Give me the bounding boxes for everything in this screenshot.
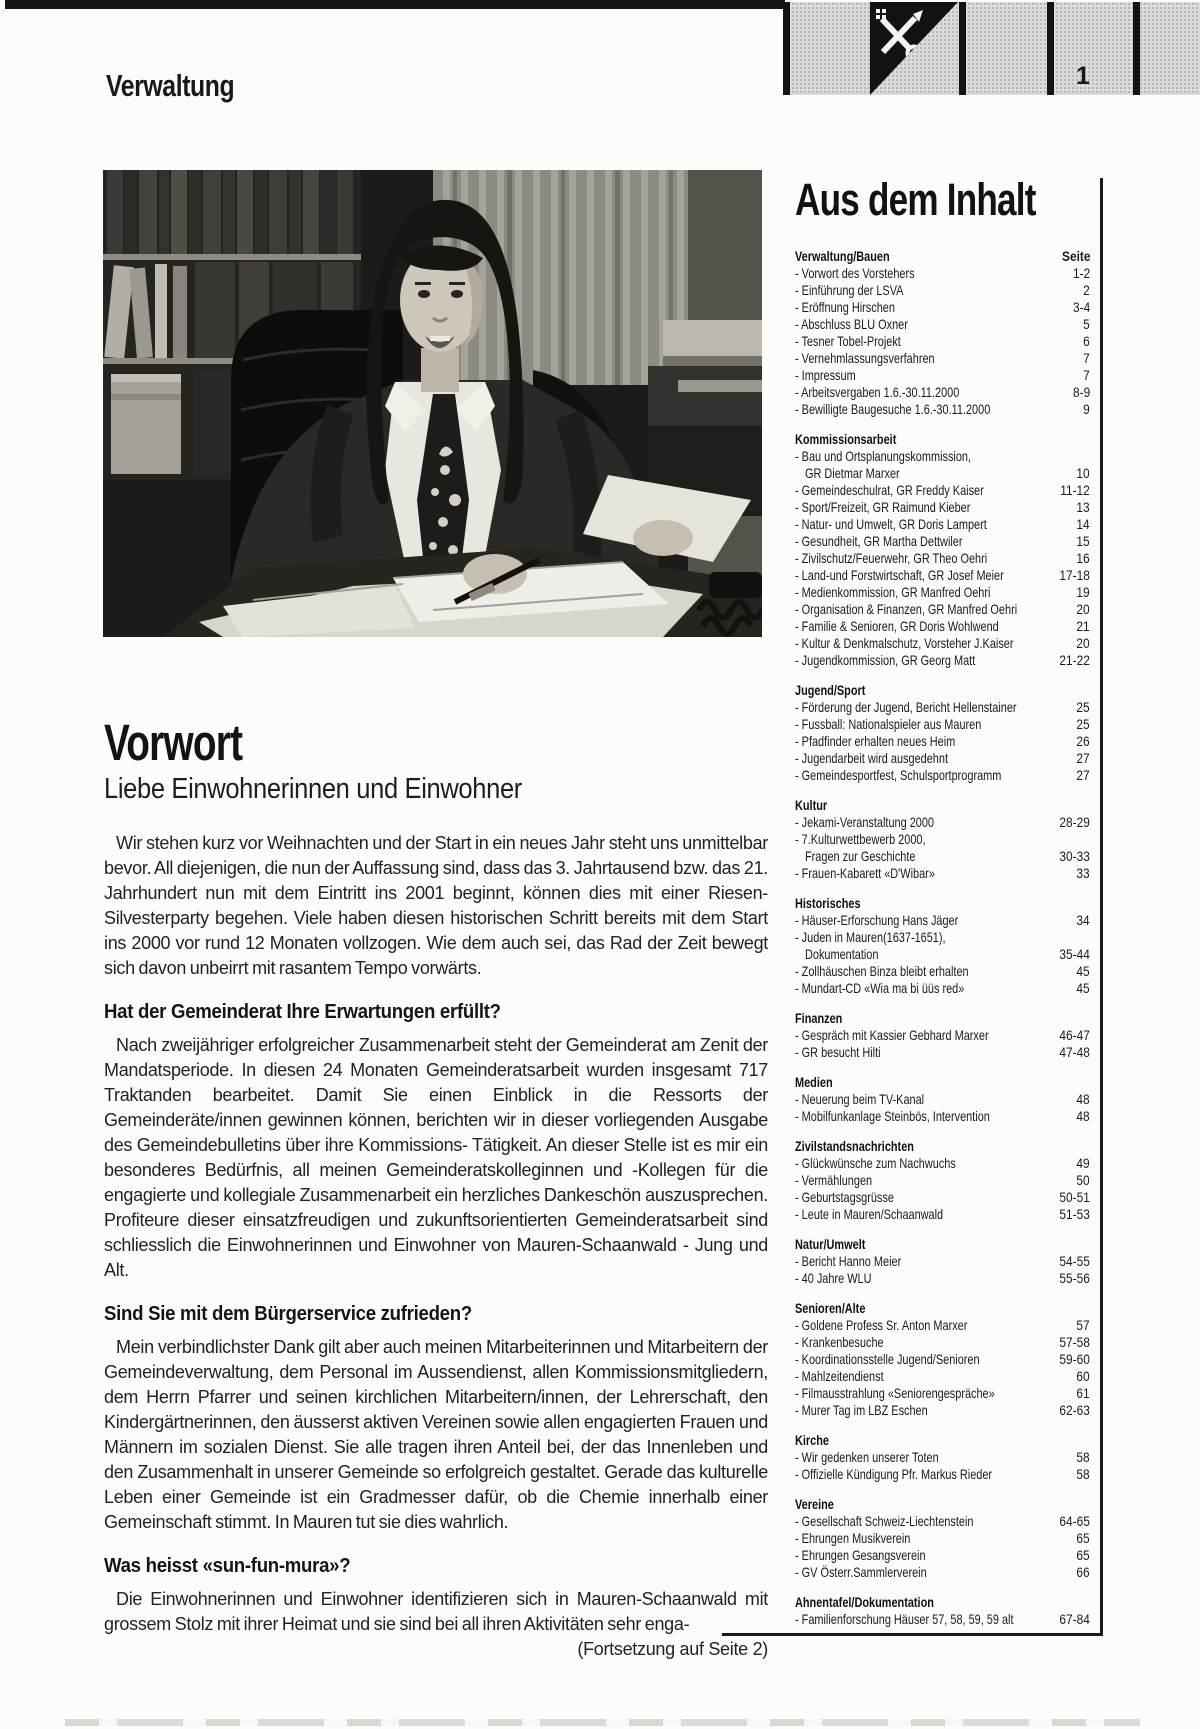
toc-item-page: 57 [1076,1317,1090,1333]
toc-item-row [795,333,1090,350]
toc-item-label: - Gespräch mit Kassier Gebhard Marxer [795,1027,989,1043]
toc-item-label: - Kultur & Denkmalschutz, Vorsteher J.Kaiser [795,635,1014,651]
toc-item-label: - GV Österr.Sammlerverein [795,1564,927,1580]
toc-bottom-rule [722,1633,1103,1636]
article-paragraph: Die Einwohnerinnen und Einwohner identifizieren sich in Mauren-Schaanwald mit grossem Stolz mit ihrer Heimat und sie sind bei all ihren Aktivitäten sehr enga- [104,1589,768,1634]
toc-section-heading: Kultur [795,797,828,813]
toc-item-label: - Impressum [795,367,856,383]
toc-section [795,1300,1090,1419]
toc-section [795,431,1090,669]
toc-item-row [795,533,1090,550]
toc-item-row [795,831,1090,848]
toc-item-row [795,265,1090,282]
toc-item-row [795,635,1090,652]
toc-item-label: - Ehrungen Gesangsverein [795,1547,926,1563]
toc-item-label: - Vernehmlassungsverfahren [795,350,935,366]
toc-item-row [795,1334,1090,1351]
toc-item-row [795,482,1090,499]
toc-item-page: 27 [1076,767,1090,783]
toc-item-label: - Frauen-Kabarett «D'Wibar» [795,865,935,881]
toc-item-page: 34 [1076,912,1090,928]
toc-item-label: - Jekami-Veranstaltung 2000 [795,814,935,830]
toc-item-label: - Medienkommission, GR Manfred Oehri [795,584,991,600]
toc-item-row [795,716,1090,733]
toc-section [795,682,1090,784]
photo-illustration [103,170,762,637]
toc-item-label: - Offizielle Kündigung Pfr. Markus Rieder [795,1466,993,1482]
toc-section [795,1010,1090,1061]
toc-item-row [795,550,1090,567]
band-divider [1133,2,1140,95]
toc-section-heading: Medien [795,1074,833,1090]
toc-right-rule [1100,178,1103,1636]
toc-item-page: 25 [1076,716,1090,732]
band-divider [783,2,790,95]
toc-section [795,1594,1090,1628]
toc-item-row [795,350,1090,367]
toc-item-label: - Einführung der LSVA [795,282,904,298]
toc-item-label: - GR besucht Hilti [795,1044,881,1060]
toc-section [795,1432,1090,1483]
toc-item-label: - Land-und Forstwirtschaft, GR Josef Meier [795,567,1004,583]
toc-item-label: - Juden in Mauren(1637-1651), [795,929,946,945]
toc-item-row [795,912,1090,929]
toc-item-label: - Abschluss BLU Oxner [795,316,908,332]
article-paragraph: Wir stehen kurz vor Weihnachten und der Start in ein neues Jahr steht uns unmittelbar bevor. All diejenigen, die nun der Auffassung sind, dass das 3. Jahrtausend bzw. das 21. Jahrhundert nun mit dem Eintritt ins 2001 beginnt, können dies mit einer Riesen-Silvesterparty begehen. Viele haben diesen historischen Schritt bereits mit dem Start ins 2000 vor rund 12 Monaten vollzogen. Wie dem auch sei, das Rad der Zeit bewegt sich davon unbeirrt mit rasantem Tempo vorwärts. [104,833,768,978]
toc-sections [795,248,1090,1628]
toc-item-label: - Vorwort des Vorstehers [795,265,915,281]
article-paragraph: Nach zweijähriger erfolgreicher Zusammenarbeit steht der Gemeinderat am Zenit der Mandatsperiode. In diesen 24 Monaten Gemeinderatsarbeit wurden insgesamt 717 Traktanden bearbeitet. Damit Sie einen Einblick in die Ressorts der Gemeinderäte/innen gewinnen können, berichten wir in dieser vorliegenden Ausgabe des Gemeindebulletins über ihre Kommissions- Tätigkeit. An dieser Stelle ist es mir ein besonderes Bedürfnis, all meinen Gemeinderatskolleginnen und -Kollegen für die engagierte und kollegiale Zusammenarbeit ein herzliches Dankeschön auszusprechen. Profiteure dieser einsatzfreudigen und zukunftsorientierten Gemeinderatsarbeit sind schliesslich die Einwohnerinnen und Einwohner von Mauren-Schaanwald - Jung und Alt. [104,1035,768,1280]
continuation-note: (Fortsetzung auf Seite 2) [577,1639,768,1659]
toc-item-page: 47-48 [1059,1044,1090,1060]
toc-item-row [795,465,1090,482]
toc-item-row [795,1547,1090,1564]
toc-item-row [795,1317,1090,1334]
header-band [783,2,1200,95]
toc-item-row [795,1564,1090,1581]
toc-item-page: 3-4 [1072,299,1090,315]
toc-item-label: - Ehrungen Musikverein [795,1530,911,1546]
toc-item-label: Dokumentation [805,946,879,962]
toc-item-row [795,601,1090,618]
toc-section-heading-row [795,797,1090,814]
toc-item-label: - Murer Tag im LBZ Eschen [795,1402,928,1418]
toc-item-page: 51-53 [1059,1206,1090,1222]
toc-item-row [795,848,1090,865]
toc-item-page: 59-60 [1059,1351,1090,1367]
toc-section-heading: Kirche [795,1432,829,1448]
toc-item-row [795,282,1090,299]
toc-item-row [795,1368,1090,1385]
toc-item-page: 50-51 [1059,1189,1090,1205]
toc-item-page: 19 [1076,584,1090,600]
toc-item-label: - Natur- und Umwelt, GR Doris Lampert [795,516,987,532]
toc-item-row [795,1044,1090,1061]
toc-item-label: - 7.Kulturwettbewerb 2000, [795,831,926,847]
toc-item-page: 11-12 [1060,482,1090,498]
toc-section-heading-row [795,1496,1090,1513]
toc-section [795,1236,1090,1287]
toc-item-label: - 40 Jahre WLU [795,1270,872,1286]
toc-item-page: 35-44 [1059,946,1090,962]
toc-item-page: 5 [1083,316,1090,332]
toc-section-heading: Jugend/Sport [795,682,866,698]
toc-section [795,1496,1090,1581]
article-subheading: Sind Sie mit dem Bürgerservice zufrieden? [104,1303,472,1325]
toc-item-label: - Fussball: Nationalspieler aus Mauren [795,716,982,732]
toc-item-page: 7 [1083,350,1090,366]
toc-item-page: 26 [1076,733,1090,749]
toc-item-page: 66 [1076,1564,1090,1580]
toc-item-row [795,401,1090,418]
toc-item-row [795,499,1090,516]
toc-item-row [795,1172,1090,1189]
toc-section-heading-row [795,248,1090,265]
top-rule [5,0,785,9]
toc-item-row [795,1155,1090,1172]
toc-item-row [795,1108,1090,1125]
toc-item-page: 67-84 [1059,1611,1090,1627]
toc-item-label: Fragen zur Geschichte [805,848,916,864]
toc-item-row [795,1513,1090,1530]
toc-item-page: 46-47 [1059,1027,1090,1043]
toc-item-label: - Sport/Freizeit, GR Raimund Kieber [795,499,971,515]
toc-item-row [795,699,1090,716]
toc-item-page: 58 [1076,1449,1090,1465]
toc-item-label: GR Dietmar Marxer [805,465,900,481]
toc-section [795,248,1090,418]
toc-page-column-label: Seite [1061,248,1090,264]
header-triangle [870,2,958,95]
table-of-contents [795,176,1090,1628]
toc-section-heading-row [795,1236,1090,1253]
toc-item-page: 2 [1083,282,1090,298]
toc-section-heading-row [795,1594,1090,1611]
toc-item-label: - Häuser-Erforschung Hans Jäger [795,912,959,928]
toc-item-label: - Gemeindeschulrat, GR Freddy Kaiser [795,482,984,498]
toc-section-heading: Vereine [795,1496,834,1512]
toc-section-heading-row [795,1432,1090,1449]
toc-section-heading-row [795,1010,1090,1027]
toc-section-heading-row [795,1138,1090,1155]
toc-section-heading: Ahnentafel/Dokumentation [795,1594,934,1610]
toc-item-label: - Krankenbesuche [795,1334,884,1350]
page-number: 1 [1076,62,1090,90]
toc-section-heading: Verwaltung/Bauen [795,248,890,264]
toc-item-label: - Zivilschutz/Feuerwehr, GR Theo Oehri [795,550,988,566]
article-vorwort [104,637,768,1662]
toc-item-label: - Leute in Mauren/Schaanwald [795,1206,944,1222]
toc-item-label: - Arbeitsvergaben 1.6.-30.11.2000 [795,384,960,400]
toc-item-page: 9 [1083,401,1090,417]
toc-item-label: - Goldene Profess Sr. Anton Marxer [795,1317,968,1333]
article-body [104,831,768,1662]
scan-smudge [65,1719,1140,1726]
toc-section-heading-row [795,1074,1090,1091]
toc-item-row [795,1253,1090,1270]
toc-item-row [795,1466,1090,1483]
toc-item-label: - Organisation & Finanzen, GR Manfred Oehri [795,601,1018,617]
toc-section-heading-row [795,682,1090,699]
toc-item-row [795,584,1090,601]
article-subheading: Hat der Gemeinderat Ihre Erwartungen erfüllt? [104,1001,501,1023]
toc-section-heading: Kommissionsarbeit [795,431,897,447]
toc-item-label: - Gesellschaft Schweiz-Liechtenstein [795,1513,974,1529]
toc-section-heading: Finanzen [795,1010,843,1026]
article-paragraph: Mein verbindlichster Dank gilt aber auch meinen Mitarbeiterinnen und Mitarbeitern der Gemeindeverwaltung, dem Personal im Aussendienst, allen Kommissionsmitgliedern, dem Herrn Pfarrer und seinen kirchlichen Mitarbeitern/innen, der Lehrerschaft, den Kindergärtnerinnen, den äusserst aktiven Vereinen sowie allen engagierten Frauen und Männern im sozialen Dienst. Sie alle tragen ihren Anteil bei, der das Innenleben und den Zusammenhalt in unserer Gemeinde so erfolgreich gestaltet. Gerade das kulturelle Leben einer Gemeinde ist ein Gradmesser dafür, ob die Chemie innerhalb einer Gemeinschaft stimmt. In Mauren tut sie dies wahrlich. [104,1337,768,1532]
toc-item-row [795,367,1090,384]
toc-item-page: 14 [1076,516,1090,532]
toc-section [795,1074,1090,1125]
toc-item-label: - Familie & Senioren, GR Doris Wohlwend [795,618,999,634]
toc-item-page: 60 [1076,1368,1090,1384]
toc-item-page: 55-56 [1059,1270,1090,1286]
toc-section-heading: Historisches [795,895,861,911]
toc-section-heading: Senioren/Alte [795,1300,866,1316]
toc-item-page: 30-33 [1059,848,1090,864]
toc-item-page: 16 [1076,550,1090,566]
toc-item-page: 13 [1076,499,1090,515]
toc-item-row [795,946,1090,963]
toc-section-heading: Natur/Umwelt [795,1236,866,1252]
toc-item-page: 61 [1076,1385,1090,1401]
toc-item-page: 48 [1076,1091,1090,1107]
toc-item-page: 48 [1076,1108,1090,1124]
toc-item-label: - Mahlzeitendienst [795,1368,884,1384]
toc-item-page: 49 [1076,1155,1090,1171]
toc-section [795,895,1090,997]
toc-item-row [795,1385,1090,1402]
toc-item-label: - Tesner Tobel-Projekt [795,333,901,349]
toc-item-page: 58 [1076,1466,1090,1482]
toc-item-label: - Jugendarbeit wird ausgedehnt [795,750,948,766]
toc-item-row [795,865,1090,882]
toc-item-label: - Eröffnung Hirschen [795,299,895,315]
toc-item-page: 7 [1083,367,1090,383]
article-title: Vorwort [104,714,243,771]
toc-item-page: 65 [1076,1530,1090,1546]
toc-item-row [795,1530,1090,1547]
toc-item-row [795,567,1090,584]
toc-item-row [795,1206,1090,1223]
toc-item-page: 20 [1076,635,1090,651]
toc-item-page: 20 [1076,601,1090,617]
toc-item-row [795,1091,1090,1108]
toc-item-page: 10 [1076,465,1090,481]
toc-item-row [795,299,1090,316]
toc-item-page: 25 [1076,699,1090,715]
toc-section-heading-row [795,1300,1090,1317]
toc-item-page: 21 [1076,618,1090,634]
toc-item-page: 28-29 [1059,814,1090,830]
toc-item-row [795,963,1090,980]
toc-item-row [795,652,1090,669]
toc-item-label: - Bau und Ortsplanungskommission, [795,448,972,464]
toc-item-page: 65 [1076,1547,1090,1563]
toc-item-page: 57-58 [1059,1334,1090,1350]
toc-item-label: - Mobilfunkanlage Steinbös, Intervention [795,1108,990,1124]
toc-item-label: - Mundart-CD «Wia ma bi üüs red» [795,980,965,996]
toc-item-label: - Jugendkommission, GR Georg Matt [795,652,976,668]
toc-item-row [795,980,1090,997]
toc-item-page: 54-55 [1059,1253,1090,1269]
section-label: Verwaltung [106,68,235,103]
toc-item-row [795,929,1090,946]
band-divider [1047,2,1054,95]
toc-item-label: - Geburtstagsgrüsse [795,1189,894,1205]
toc-item-row [795,814,1090,831]
toc-item-label: - Familienforschung Häuser 57, 58, 59, 59 alt [795,1611,1014,1627]
toc-item-page: 6 [1083,333,1090,349]
toc-item-row [795,384,1090,401]
toc-item-row [795,733,1090,750]
toc-item-page: 1-2 [1072,265,1090,281]
toc-item-row [795,767,1090,784]
toc-section-heading: Zivilstandsnachrichten [795,1138,914,1154]
toc-item-row [795,316,1090,333]
toc-item-page: 27 [1076,750,1090,766]
toc-section-heading-row [795,431,1090,448]
toc-item-label: - Neuerung beim TV-Kanal [795,1091,925,1107]
toc-item-page: 33 [1076,865,1090,881]
toc-section [795,797,1090,882]
toc-item-page: 50 [1076,1172,1090,1188]
toc-item-row [795,1270,1090,1287]
toc-item-label: - Filmausstrahlung «Seniorengespräche» [795,1385,995,1401]
band-divider [959,2,966,95]
toc-item-label: - Vermählungen [795,1172,873,1188]
toc-item-row [795,750,1090,767]
toc-item-row [795,1449,1090,1466]
toc-item-label: - Koordinationsstelle Jugend/Senioren [795,1351,980,1367]
toc-item-page: 64-65 [1059,1513,1090,1529]
toc-section-heading-row [795,895,1090,912]
toc-item-row [795,1027,1090,1044]
toc-item-row [795,1402,1090,1419]
toc-item-page: 45 [1076,963,1090,979]
toc-item-page: 62-63 [1059,1402,1090,1418]
toc-item-page: 8-9 [1072,384,1090,400]
toc-section [795,1138,1090,1223]
toc-item-label: - Wir gedenken unserer Toten [795,1449,939,1465]
toc-item-row [795,1351,1090,1368]
photo-vorsteher-at-desk [103,170,762,637]
toc-item-label: - Glückwünsche zum Nachwuchs [795,1155,956,1171]
toc-item-label: - Förderung der Jugend, Bericht Hellenstainer [795,699,1017,715]
toc-item-page: 21-22 [1059,652,1090,668]
article-salutation: Liebe Einwohnerinnen und Einwohner [104,773,522,805]
toc-item-label: - Gesundheit, GR Martha Dettwiler [795,533,963,549]
toc-item-row [795,1189,1090,1206]
toc-item-row [795,1611,1090,1628]
toc-item-row [795,448,1090,465]
toc-item-label: - Pfadfinder erhalten neues Heim [795,733,956,749]
toc-item-page: 15 [1076,533,1090,549]
toc-item-label: - Bericht Hanno Meier [795,1253,902,1269]
article-subheading: Was heisst «sun-fun-mura»? [104,1555,351,1577]
toc-item-label: - Zollhäuschen Binza bleibt erhalten [795,963,969,979]
toc-title: Aus dem Inhalt [795,174,1036,225]
toc-item-row [795,516,1090,533]
toc-item-page: 45 [1076,980,1090,996]
toc-item-label: - Bewilligte Baugesuche 1.6.-30.11.2000 [795,401,991,417]
toc-item-row [795,618,1090,635]
toc-item-label: - Gemeindesportfest, Schulsportprogramm [795,767,1002,783]
crossed-tools-icon [873,6,933,66]
toc-item-page: 17-18 [1059,567,1090,583]
